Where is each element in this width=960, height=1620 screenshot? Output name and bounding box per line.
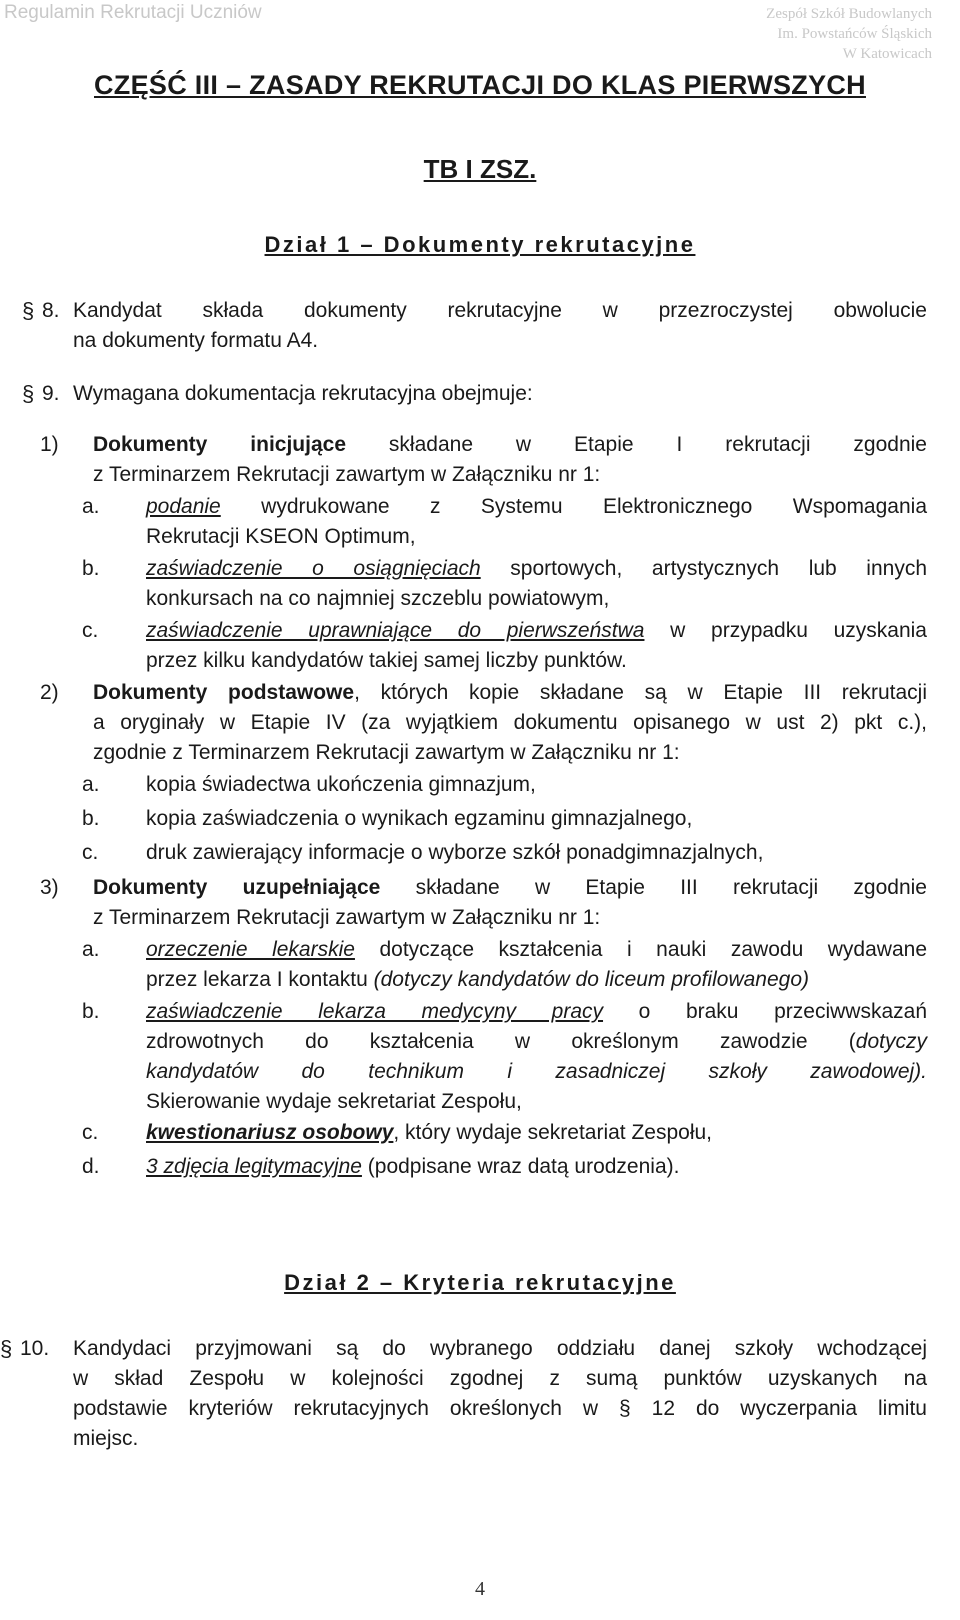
section-symbol: §: [619, 1397, 631, 1420]
paragraph-line: Wymagana dokumentacja rekrutacyjna obejmuje:: [73, 382, 533, 405]
sub-letter: c.: [82, 841, 99, 864]
list-number: 1): [40, 433, 59, 456]
list-item-2: 2) Dokumenty podstawowe, których kopie składane są w Etapie III rekrutacji a oryginały w Etapie IV (za wyjątkiem dokumentu opisanego w ust 2) pkt c.), zgodnie z Terminarzem Rekrutacji zawartym w Załączniku nr 1:: [40, 678, 927, 768]
sub-letter: a.: [82, 938, 100, 961]
header-school-name: [766, 4, 932, 64]
sub-letter: c.: [82, 619, 99, 642]
sub-letter: b.: [82, 807, 100, 830]
paragraph-10: § 10. Kandydaci przyjmowani są do wybranego oddziału danej szkoły wchodzącej w skład Zespołu w kolejności zgodnej z sumą punktów uzyskanych na podstawie kryteriów rekrutacyjnych określonych w § 12 do wyczerpania limitu miejsc.: [0, 1336, 927, 1450]
header-school-line1: Zespół Szkół Budowlanych: [766, 6, 932, 22]
bold-term: Dokumenty podstawowe: [93, 681, 355, 704]
bold-term: Dokumenty inicjujące: [93, 433, 346, 456]
bold-term: Dokumenty uzupełniające: [93, 876, 381, 899]
sub-letter: b.: [82, 1000, 100, 1023]
sub-item-3b: b. zaświadczenie lekarza medycyny pracy o braku przeciwwskazań zdrowotnych do kształcenia w określonym zawodzie (dotyczy kandydatów do technikum i zasadniczej szkoły zawodowej). Skierowanie wydaje sekretariat Zespołu,: [82, 997, 927, 1117]
underlined-term: kwestionariusz osobowy: [146, 1121, 394, 1144]
sub-item-2a: a. kopia świadectwa ukończenia gimnazjum,: [82, 770, 927, 800]
paragraph-8: [22, 296, 927, 356]
section-heading-1: Dział 1 – Dokumenty rekrutacyjne: [264, 232, 696, 257]
paragraph-number: 9.: [42, 382, 60, 405]
underlined-term: zaświadczenie uprawniające do pierwszeństwa: [146, 619, 645, 642]
paragraph-number: 8.: [42, 299, 60, 322]
underlined-term: 3 zdjęcia legitymacyjne: [146, 1155, 362, 1178]
underlined-term: zaświadczenie lekarza medycyny pracy: [146, 1000, 604, 1023]
part-title: CZĘŚĆ III – ZASADY REKRUTACJI DO KLAS PIERWSZYCH: [94, 70, 866, 100]
list-number: 3): [40, 876, 59, 899]
paragraph-line: Kandydat składa dokumenty rekrutacyjne w przezroczystej obwolucie: [73, 299, 927, 322]
underlined-term: orzeczenie lekarskie: [146, 938, 355, 961]
sub-letter: d.: [82, 1155, 100, 1178]
list-item-1: [40, 430, 927, 490]
section-symbol: §: [22, 381, 35, 406]
header-document-title: Regulamin Rekrutacji Uczniów: [4, 2, 262, 23]
sub-item-3c: c. kwestionariusz osobowy, który wydaje sekretariat Zespołu,: [82, 1118, 927, 1148]
sub-letter: a.: [82, 773, 100, 796]
list-item-3: 3) Dokumenty uzupełniające składane w Etapie III rekrutacji zgodnie z Terminarzem Rekrutacji zawartym w Załączniku nr 1:: [40, 873, 927, 933]
sub-letter: a.: [82, 495, 100, 518]
sub-item-2c: c. druk zawierający informacje o wyborze szkół ponadgimnazjalnych,: [82, 838, 927, 868]
sub-letter: c.: [82, 1121, 99, 1144]
section-heading-2: Dział 2 – Kryteria rekrutacyjne: [284, 1270, 676, 1295]
paragraph-line: na dokumenty formatu A4.: [73, 329, 319, 352]
header-school-line3: W Katowicach: [842, 46, 932, 62]
list-line: Dokumenty inicjujące składane w Etapie I rekrutacji zgodnie: [93, 433, 927, 456]
header-school-line2: Im. Powstańców Śląskich: [777, 26, 932, 42]
list-line: z Terminarzem Rekrutacji zawartym w Załączniku nr 1:: [93, 463, 601, 486]
paragraph-number: 10.: [20, 1337, 50, 1360]
sub-item-1a: a. podanie wydrukowane z Systemu Elektronicznego Wspomagania Rekrutacji KSEON Optimum,: [82, 492, 927, 552]
section-symbol: §: [0, 1336, 13, 1361]
sub-item-3a: a. orzeczenie lekarskie dotyczące kształcenia i nauki zawodu wydawane przez lekarza I kontaktu (dotyczy kandydatów do liceum profilowanego): [82, 935, 927, 995]
sub-letter: b.: [82, 557, 100, 580]
paragraph-9: [22, 379, 927, 409]
sub-item-1b: b. zaświadczenie o osiągnięciach sportowych, artystycznych lub innych konkursach na co najmniej szczeblu powiatowym,: [82, 554, 927, 614]
sub-item-2b: b. kopia zaświadczenia o wynikach egzaminu gimnazjalnego,: [82, 804, 927, 834]
part-subtitle: TB I ZSZ.: [423, 154, 537, 184]
list-number: 2): [40, 681, 59, 704]
page-number: 4: [475, 1578, 485, 1600]
underlined-term: zaświadczenie o osiągnięciach: [146, 557, 481, 580]
sub-item-1c: c. zaświadczenie uprawniające do pierwszeństwa w przypadku uzyskania przez kilku kandydatów takiej samej liczby punktów.: [82, 616, 927, 676]
section-symbol: §: [22, 298, 35, 323]
sub-item-3d: d. 3 zdjęcia legitymacyjne (podpisane wraz datą urodzenia).: [82, 1152, 927, 1182]
underlined-term: podanie: [146, 495, 221, 518]
